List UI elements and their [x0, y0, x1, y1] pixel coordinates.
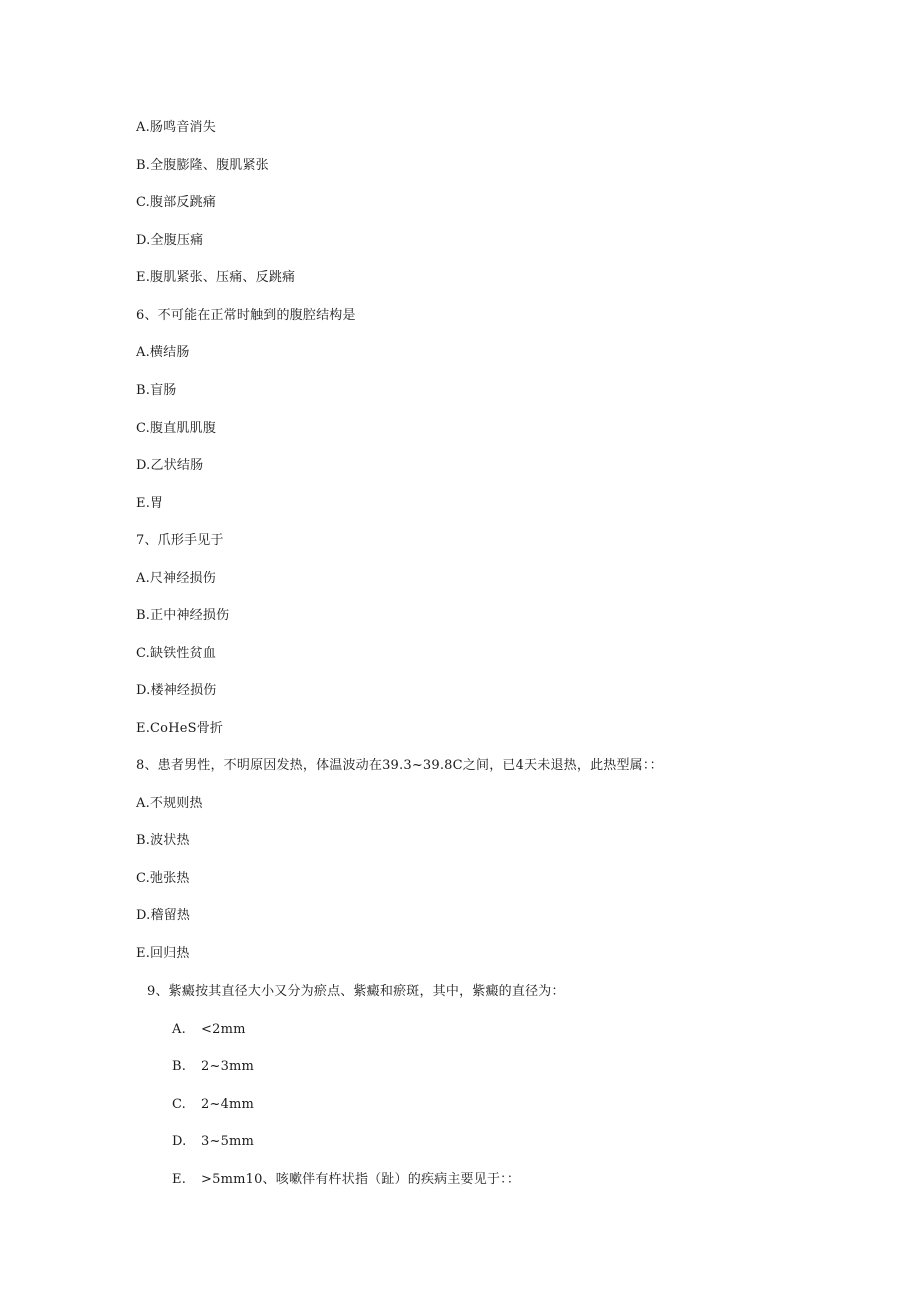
q8-option-b: B.波状热 [136, 833, 190, 848]
q5-option-b: B.全腹膨隆、腹肌紧张 [136, 158, 269, 173]
q9-option-b [172, 1058, 254, 1076]
q7-option-d: D.楼神经损伤 [136, 683, 217, 698]
option-text: 3~5mm [201, 1134, 255, 1149]
q8-option-a: A.不规则热 [136, 796, 203, 811]
q5-option-a: A.肠鸣音消失 [136, 120, 216, 135]
option-label: D. [172, 1134, 187, 1149]
q6-stem: 6、不可能在正常时触到的腹腔结构是 [136, 308, 356, 323]
q5-option-e: E.腹肌紧张、压痛、反跳痛 [136, 270, 296, 285]
q9-option-c [172, 1096, 254, 1114]
q8-option-c: C.弛张热 [136, 871, 190, 886]
option-label: C. [172, 1097, 187, 1112]
option-text: 2~3mm [201, 1059, 255, 1074]
q9-stem: 9、紫癜按其直径大小又分为瘀点、紫癜和瘀斑，其中，紫癜的直径为： [147, 984, 565, 999]
q7-option-a: A.尺神经损伤 [136, 571, 216, 586]
option-label: E. [172, 1172, 187, 1187]
q8-option-e: E.回归热 [136, 946, 190, 961]
q6-option-c: C.腹直肌肌腹 [136, 421, 217, 436]
q8-option-d: D.稽留热 [136, 908, 191, 923]
option-label: A. [172, 1022, 186, 1037]
q9-option-a [172, 1021, 246, 1039]
q7-stem: 7、爪形手见于 [136, 533, 224, 548]
q6-option-d: D.乙状结肠 [136, 458, 204, 473]
q5-option-d: D.全腹压痛 [136, 233, 204, 248]
q7-option-e: E.CoHeS骨折 [136, 721, 224, 736]
q8-stem: 8、患者男性，不明原因发热，体温波动在39.3~39.8C之间，已4天未退热，此热型属：： [136, 758, 663, 773]
q7-option-c: C.缺铁性贫血 [136, 646, 217, 661]
q7-option-b: B.正中神经损伤 [136, 608, 230, 623]
q6-option-b: B.盲肠 [136, 383, 177, 398]
q6-option-a: A.横结肠 [136, 345, 190, 360]
option-label: B. [172, 1059, 187, 1074]
option-text: <2mm [201, 1022, 246, 1037]
q5-option-c: C.腹部反跳痛 [136, 195, 217, 210]
q9-option-d [172, 1133, 254, 1151]
option-text: >5mm10、咳嗽伴有杵状指（趾）的疾病主要见于：： [201, 1172, 521, 1187]
q9-option-e [172, 1171, 520, 1189]
option-text: 2~4mm [201, 1097, 255, 1112]
q6-option-e: E.胃 [136, 496, 164, 511]
